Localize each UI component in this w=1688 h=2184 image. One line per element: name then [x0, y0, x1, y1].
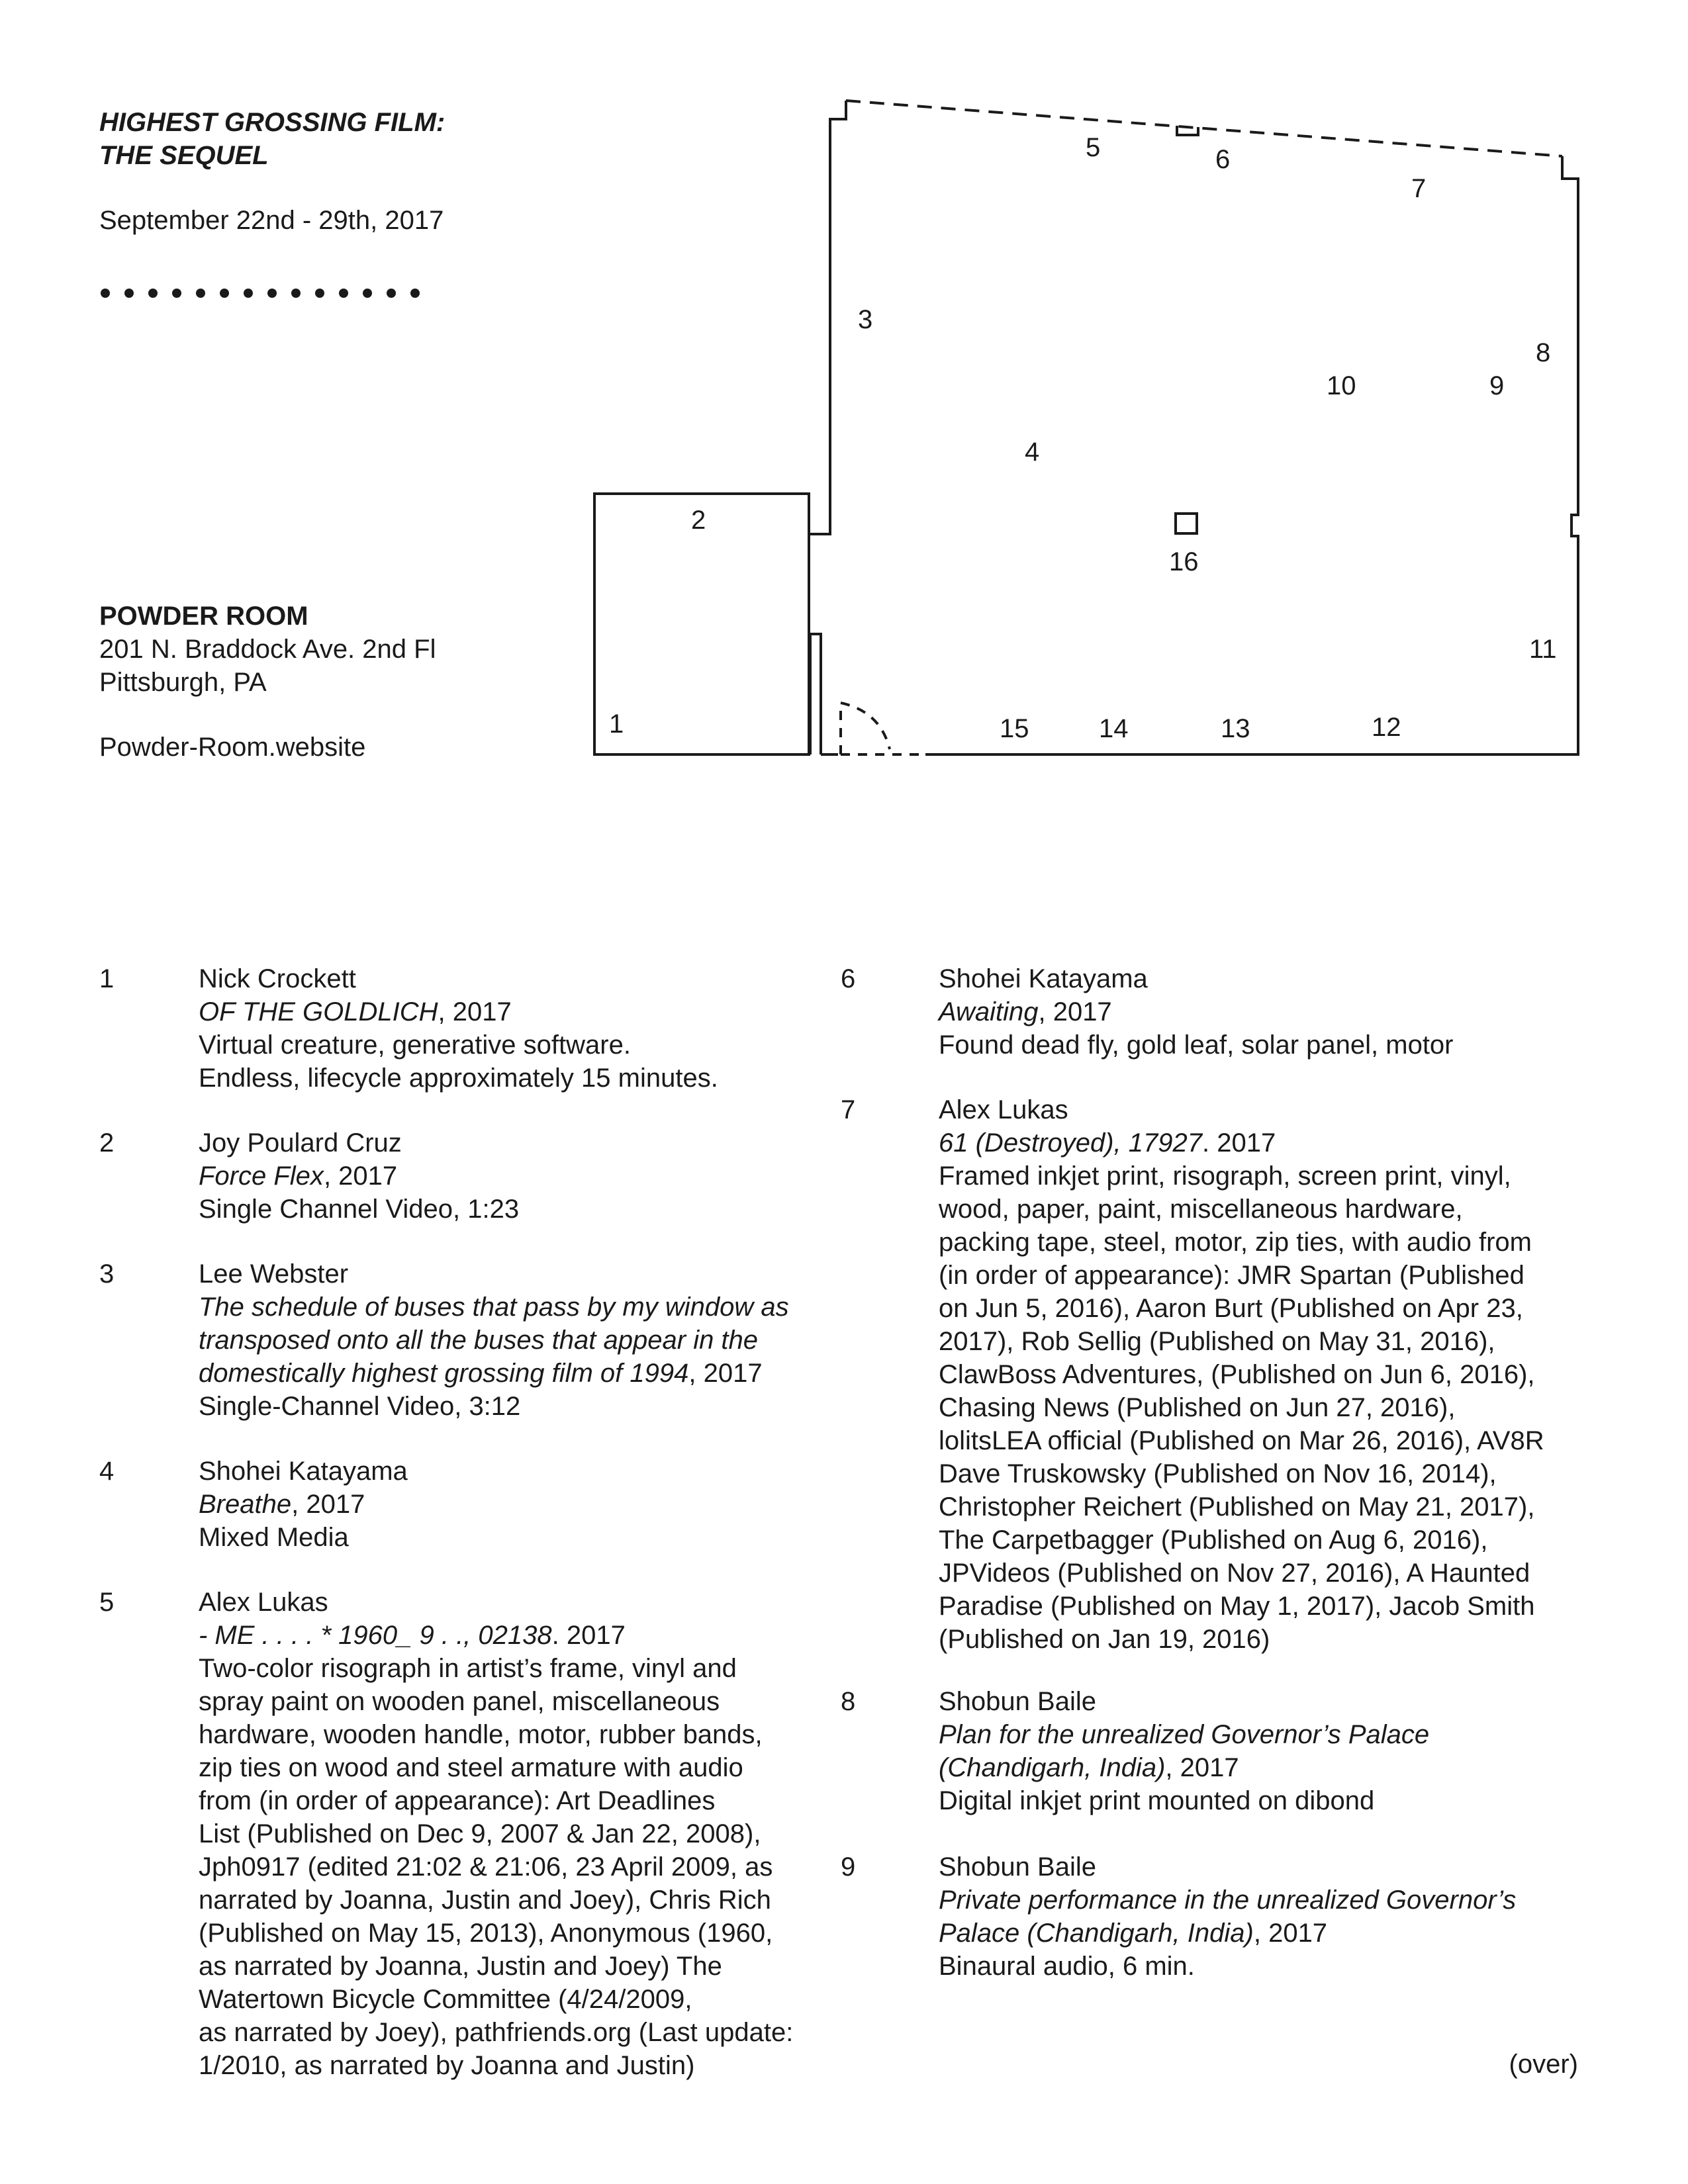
venue-website: Powder-Room.website: [99, 733, 366, 762]
plan-label-11: 11: [1529, 635, 1557, 664]
work-details: The Carpetbagger (Published on Aug 6, 2016),: [939, 1525, 1488, 1555]
floor-plan-door-swing: [841, 703, 890, 754]
work-details: as narrated by Joey), pathfriends.org (Last update:: [199, 2018, 794, 2047]
floor-plan-wall-partition: [810, 634, 821, 754]
work-details: zip ties on wood and steel armature with audio: [199, 1753, 743, 1782]
work-details: narrated by Joanna, Justin and Joey), Chris Rich: [199, 1886, 771, 1915]
artist-name: Joy Poulard Cruz: [199, 1128, 402, 1158]
work-details: as narrated by Joanna, Justin and Joey) The: [199, 1952, 722, 1981]
work-details: packing tape, steel, motor, zip ties, with audio from: [939, 1228, 1532, 1257]
plan-label-9: 9: [1489, 371, 1505, 400]
plan-label-8: 8: [1536, 338, 1551, 367]
artist-name: Nick Crockett: [199, 964, 356, 993]
work-details: Two-color risograph in artist’s frame, vinyl and: [199, 1654, 737, 1683]
work-year: , 2017: [688, 1359, 763, 1388]
work-title: 61 (Destroyed), 17927: [939, 1128, 1203, 1158]
work-details: from (in order of appearance): Art Deadlines: [199, 1786, 716, 1815]
work-title: OF THE GOLDLICH: [199, 997, 438, 1026]
work-year: , 2017: [323, 1161, 398, 1191]
work-details: (in order of appearance): JMR Spartan (Published: [939, 1261, 1524, 1290]
artist-name: Alex Lukas: [939, 1095, 1068, 1124]
work-details: ClawBoss Adventures, (Published on Jun 6, 2016),: [939, 1360, 1535, 1389]
work-year: . 2017: [551, 1621, 626, 1650]
work-details: Endless, lifecycle approximately 15 minutes.: [199, 1064, 718, 1093]
work-title: domestically highest grossing film of 1994: [199, 1359, 689, 1388]
work-details: Framed inkjet print, risograph, screen print, vinyl,: [939, 1161, 1511, 1191]
work-details: JPVideos (Published on Nov 27, 2016), A Haunted: [939, 1559, 1530, 1588]
artist-name: Shobun Baile: [939, 1687, 1096, 1716]
artist-name: Shobun Baile: [939, 1852, 1096, 1882]
artist-name: Lee Webster: [199, 1259, 349, 1289]
work-details: Paradise (Published on May 1, 2017), Jacob Smith: [939, 1592, 1535, 1621]
venue-address-line-2: Pittsburgh, PA: [99, 668, 267, 697]
work-details: Found dead fly, gold leaf, solar panel, motor: [939, 1030, 1454, 1060]
artist-name: Alex Lukas: [199, 1588, 328, 1617]
plan-label-14: 14: [1099, 714, 1129, 743]
floor-plan-pillar: [1176, 514, 1197, 533]
work-details: 1/2010, as narrated by Joanna and Justin): [199, 2051, 695, 2080]
plan-label-13: 13: [1221, 714, 1250, 743]
work-title: Force Flex: [199, 1161, 324, 1191]
work-title: Palace (Chandigarh, India): [939, 1919, 1254, 1948]
work-details: lolitsLEA official (Published on Mar 26, 2016), AV8R: [939, 1426, 1544, 1455]
entry-number: 5: [99, 1588, 115, 1617]
exhibition-title-line-2: THE SEQUEL: [99, 141, 269, 170]
work-details: Binaural audio, 6 min.: [939, 1952, 1195, 1981]
work-year: , 2017: [291, 1490, 365, 1519]
page-turn-note: (over): [1509, 2050, 1578, 2079]
exhibition-title-line-1: HIGHEST GROSSING FILM:: [99, 108, 445, 137]
work-details: Virtual creature, generative software.: [199, 1030, 631, 1060]
artist-name: Shohei Katayama: [199, 1457, 408, 1486]
work-details: Watertown Bicycle Committee (4/24/2009,: [199, 1985, 692, 2014]
work-year: , 2017: [1038, 997, 1112, 1026]
entry-number: 6: [841, 964, 856, 993]
work-details: hardware, wooden handle, motor, rubber bands,: [199, 1720, 763, 1749]
work-details: (Published on Jan 19, 2016): [939, 1625, 1270, 1654]
entry-number: 3: [99, 1259, 115, 1289]
work-year: . 2017: [1202, 1128, 1276, 1158]
venue-address-line-1: 201 N. Braddock Ave. 2nd Fl: [99, 635, 436, 664]
entry-number: 1: [99, 964, 115, 993]
plan-label-1: 1: [609, 709, 624, 739]
plan-label-16: 16: [1169, 547, 1199, 576]
work-title: Awaiting: [939, 997, 1039, 1026]
entry-number: 7: [841, 1095, 856, 1124]
work-title: (Chandigarh, India): [939, 1753, 1166, 1782]
work-details: List (Published on Dec 9, 2007 & Jan 22, 2008),: [199, 1819, 761, 1848]
work-details: Dave Truskowsky (Published on Nov 16, 2014),: [939, 1459, 1497, 1488]
work-year: , 2017: [1253, 1919, 1328, 1948]
work-title: - ME . . . . * 1960_ 9 . ., 02138: [199, 1621, 552, 1650]
entry-number: 4: [99, 1457, 115, 1486]
work-title: Private performance in the unrealized Governor’s: [939, 1886, 1517, 1915]
plan-label-7: 7: [1411, 174, 1427, 203]
entry-number: 9: [841, 1852, 856, 1882]
plan-label-2: 2: [691, 506, 706, 535]
work-details: Chasing News (Published on Jun 27, 2016),: [939, 1393, 1456, 1422]
plan-label-3: 3: [858, 305, 873, 334]
work-details: Christopher Reichert (Published on May 21, 2017),: [939, 1492, 1535, 1522]
work-title: The schedule of buses that pass by my window as: [199, 1293, 789, 1322]
plan-label-6: 6: [1215, 145, 1231, 174]
plan-label-4: 4: [1025, 437, 1040, 467]
work-details: 2017), Rob Sellig (Published on May 31, 2016),: [939, 1327, 1495, 1356]
work-title: Breathe: [199, 1490, 292, 1519]
floor-plan-wall-top-dashed: [846, 101, 1562, 156]
artist-name: Shohei Katayama: [939, 964, 1148, 993]
exhibition-dates: September 22nd - 29th, 2017: [99, 206, 444, 235]
work-title: transposed onto all the buses that appear in the: [199, 1326, 759, 1355]
work-details: Jph0917 (edited 21:02 & 21:06, 23 April 2009, as: [199, 1852, 773, 1882]
work-details: Digital inkjet print mounted on dibond: [939, 1786, 1375, 1815]
plan-label-5: 5: [1086, 133, 1101, 162]
work-details: on Jun 5, 2016), Aaron Burt (Published on Apr 23,: [939, 1294, 1523, 1323]
work-details: wood, paper, paint, miscellaneous hardware,: [939, 1195, 1463, 1224]
work-year: , 2017: [1165, 1753, 1239, 1782]
work-details: Mixed Media: [199, 1523, 349, 1552]
plan-label-15: 15: [1000, 714, 1029, 743]
work-title: Plan for the unrealized Governor’s Palace: [939, 1720, 1430, 1749]
floor-plan: [0, 0, 1688, 794]
entry-number: 2: [99, 1128, 115, 1158]
work-year: , 2017: [438, 997, 512, 1026]
work-details: Single-Channel Video, 3:12: [199, 1392, 521, 1421]
plan-label-10: 10: [1327, 371, 1356, 400]
plan-label-12: 12: [1372, 713, 1401, 742]
work-details: spray paint on wooden panel, miscellaneous: [199, 1687, 720, 1716]
entry-number: 8: [841, 1687, 856, 1716]
floor-plan-wall-right: [925, 156, 1578, 754]
venue-name: POWDER ROOM: [99, 602, 308, 631]
floor-plan-wall-left-room: [594, 101, 846, 754]
work-details: (Published on May 15, 2013), Anonymous (1960,: [199, 1919, 773, 1948]
work-details: Single Channel Video, 1:23: [199, 1195, 520, 1224]
